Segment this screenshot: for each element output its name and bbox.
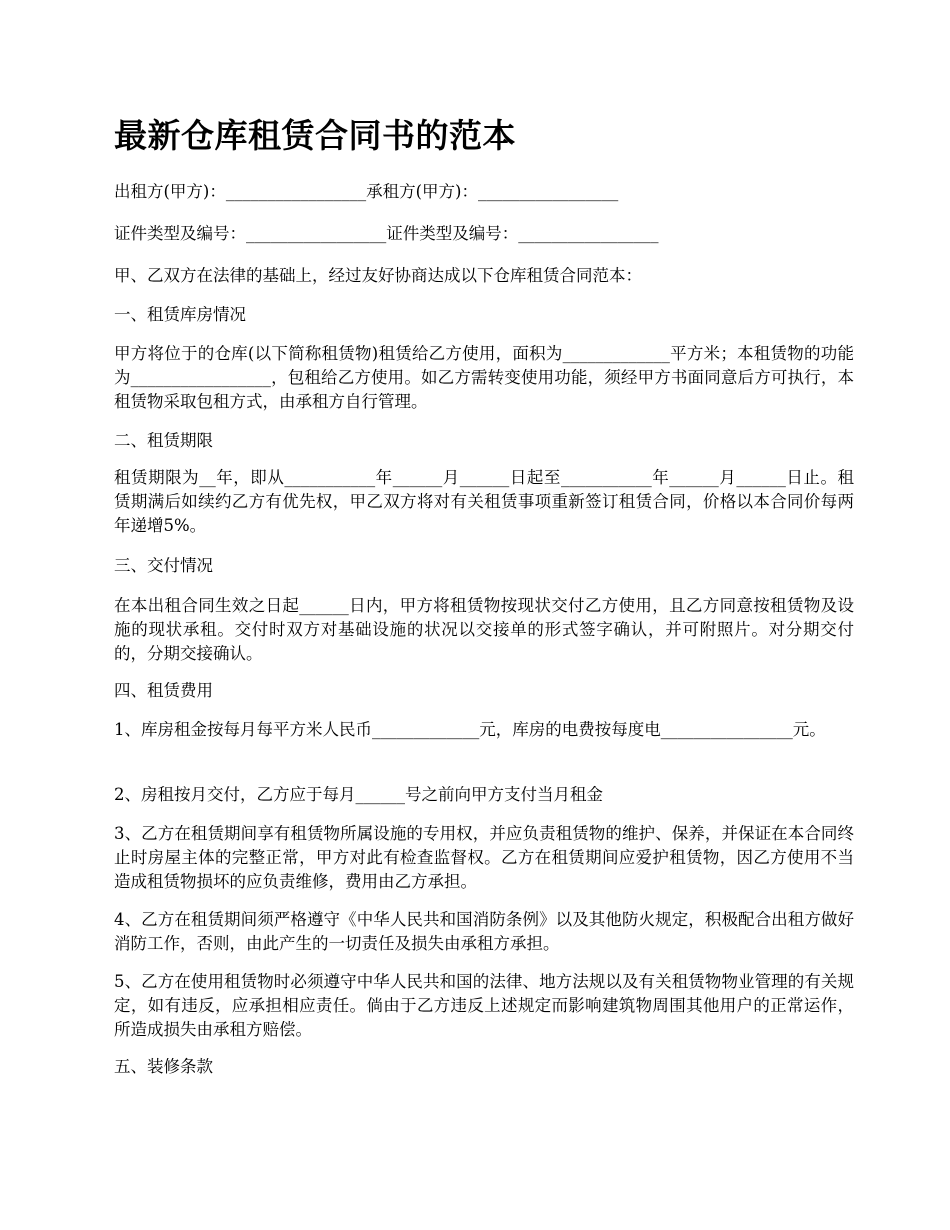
document-title: 最新仓库租赁合同书的范本 — [114, 116, 516, 155]
fee-item-4: 4、乙方在租赁期间须严格遵守《中华人民共和国消防条例》以及其他防火规定，积极配合出租方做好消防工作，否则，由此产生的一切责任及损失由承租方承担。 — [114, 910, 854, 953]
section-heading-lease-term: 二、租赁期限 — [114, 431, 213, 450]
section-1-paragraph: 甲方将位于的仓库(以下简称租赁物)租赁给乙方使用，面积为_____________平方米；本租赁物的功能为_________________，包租给乙方使用。如乙方需转变使用功能，须经甲方书面同意后方可执行，本租赁物采取包租方式，由承租方自行管理。 — [114, 344, 854, 411]
section-heading-fees: 四、租赁费用 — [114, 681, 213, 700]
section-heading-renovation: 五、装修条款 — [114, 1057, 213, 1076]
id-line: 证件类型及编号：_________________证件类型及编号：_________________ — [114, 224, 659, 243]
fee-item-5: 5、乙方在使用租赁物时必须遵守中华人民共和国的法律、地方法规以及有关租赁物物业管理的有关规定，如有违反，应承担相应责任。倘由于乙方违反上述规定而影响建筑物周围其他用户的正常运作，所造成损失由承租方赔偿。 — [114, 972, 854, 1039]
section-heading-lease-warehouse: 一、租赁库房情况 — [114, 305, 246, 324]
fee-item-1: 1、库房租金按每月每平方米人民币_____________元，库房的电费按每度电________________元。 — [114, 720, 826, 739]
intro-paragraph: 甲、乙双方在法律的基础上，经过友好协商达成以下仓库租赁合同范本： — [114, 266, 642, 285]
section-2-paragraph: 租赁期限为__年，即从___________年______月______日起至___________年______月______日止。租赁期满后如续约乙方有优先权，甲乙双方将对有关租赁事项重新签订租赁合同，价格以本合同价每两年递增5%。 — [114, 468, 854, 535]
fee-item-2: 2、房租按月交付，乙方应于每月______号之前向甲方支付当月租金 — [114, 785, 603, 804]
fee-item-3: 3、乙方在租赁期间享有租赁物所属设施的专用权，并应负责租赁物的维护、保养，并保证在本合同终止时房屋主体的完整正常，甲方对此有检查监督权。乙方在租赁期间应爱护租赁物，因乙方使用不当造成租赁物损坏的应负责维修，费用由乙方承担。 — [114, 824, 854, 891]
party-line: 出租方(甲方)：_________________承租方(甲方)：_________________ — [114, 182, 619, 201]
section-3-paragraph: 在本出租合同生效之日起______日内，甲方将租赁物按现状交付乙方使用，且乙方同意按租赁物及设施的现状承租。交付时双方对基础设施的状况以交接单的形式签字确认，并可附照片。对分期交付的，分期交接确认。 — [114, 596, 854, 663]
section-heading-delivery: 三、交付情况 — [114, 556, 213, 575]
